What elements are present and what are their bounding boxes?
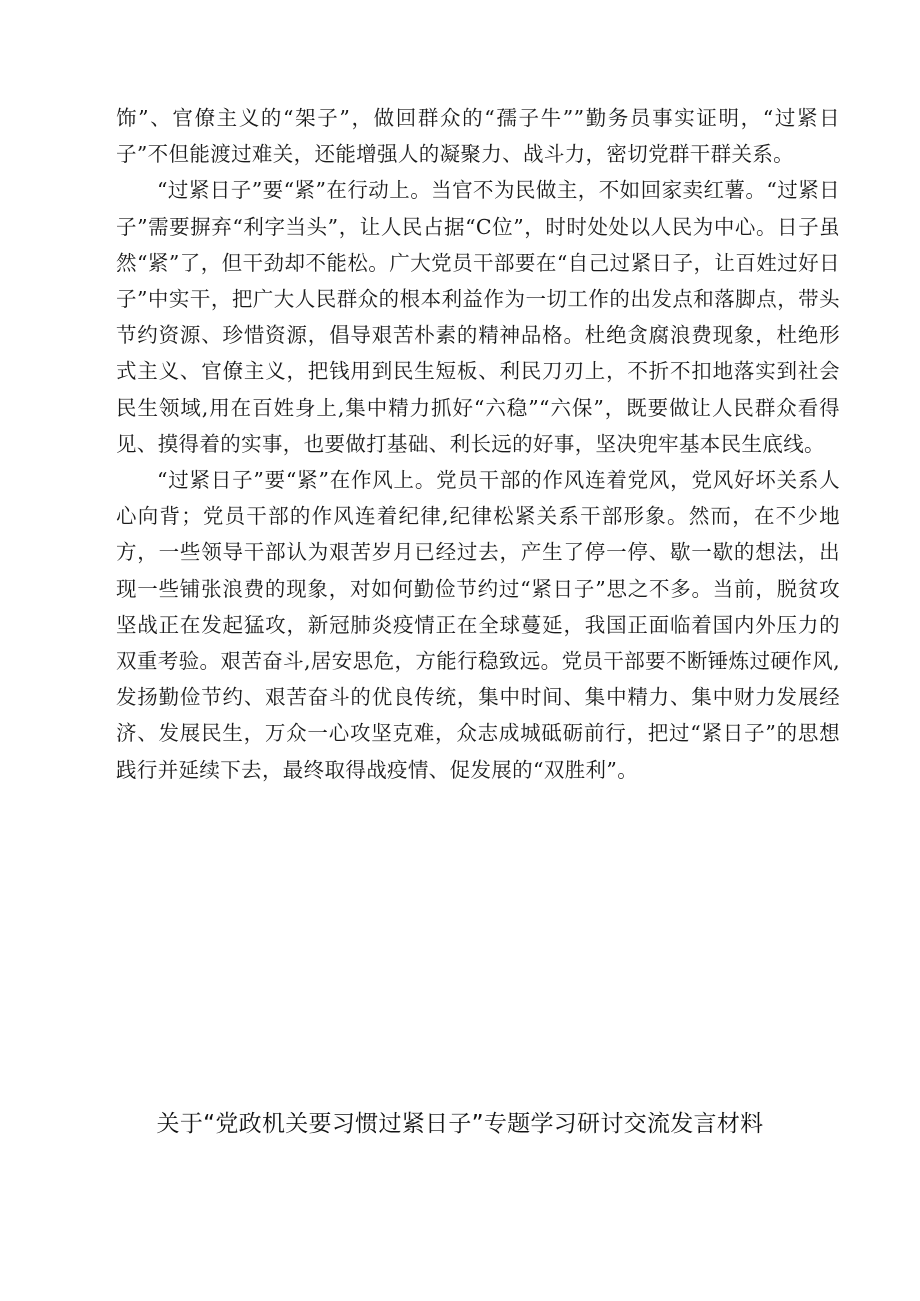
- paragraph-continuation: 饰”、官僚主义的“架子”，做回群众的“孺子牛””勤务员事实证明，“过紧日子”不但能渡过难关，还能增强人的凝聚力、战斗力，密切党群干群关系。: [116, 106, 840, 167]
- paragraph-action: “过紧日子”要“紧”在行动上。当官不为民做主，不如回家卖红薯。“过紧日子”需要摒弃“利字当头”，让人民占据“C位”，时时处处以人民为中心。日子虽然“紧”了，但干劲却不能松。广大党员干部要在“自己过紧日子，让百姓过好日子”中实干，把广大人民群众的根本利益作为一切工作的出发点和落脚点，带头节约资源、珍惜资源，倡导艰苦朴素的精神品格。杜绝贪腐浪费现象，杜绝形式主义、官僚主义，把钱用到民生短板、利民刀刃上，不折不扣地落实到社会民生领域,用在百姓身上,集中精力抓好“六稳”“六保”，既要做让人民群众看得见、摸得着的实事，也要做打基础、利长远的好事，坚决兜牢基本民生底线。: [116, 178, 840, 456]
- paragraph-style: “过紧日子”要“紧”在作风上。党员干部的作风连着党风，党风好坏关系人心向背；党员干部的作风连着纪律,纪律松紧关系干部形象。然而，在不少地方，一些领导干部认为艰苦岁月已经过去，产生了停一停、歇一歇的想法，出现一些铺张浪费的现象，对如何勤俭节约过“紧日子”思之不多。当前，脱贫攻坚战正在发起猛攻，新冠肺炎疫情正在全球蔓延，我国正面临着国内外压力的双重考验。艰苦奋斗,居安思危，方能行稳致远。党员干部要不断锤炼过硬作风,发扬勤俭节约、艰苦奋斗的优良传统，集中时间、集中精力、集中财力发展经济、发展民生，万众一心攻坚克难，众志成城砥砺前行，把过“紧日子”的思想践行并延续下去，最终取得战疫情、促发展的“双胜利”。: [116, 468, 840, 782]
- section-title: 关于“党政机关要习惯过紧日子”专题学习研讨交流发言材料: [156, 1111, 764, 1137]
- document-body: [116, 100, 840, 788]
